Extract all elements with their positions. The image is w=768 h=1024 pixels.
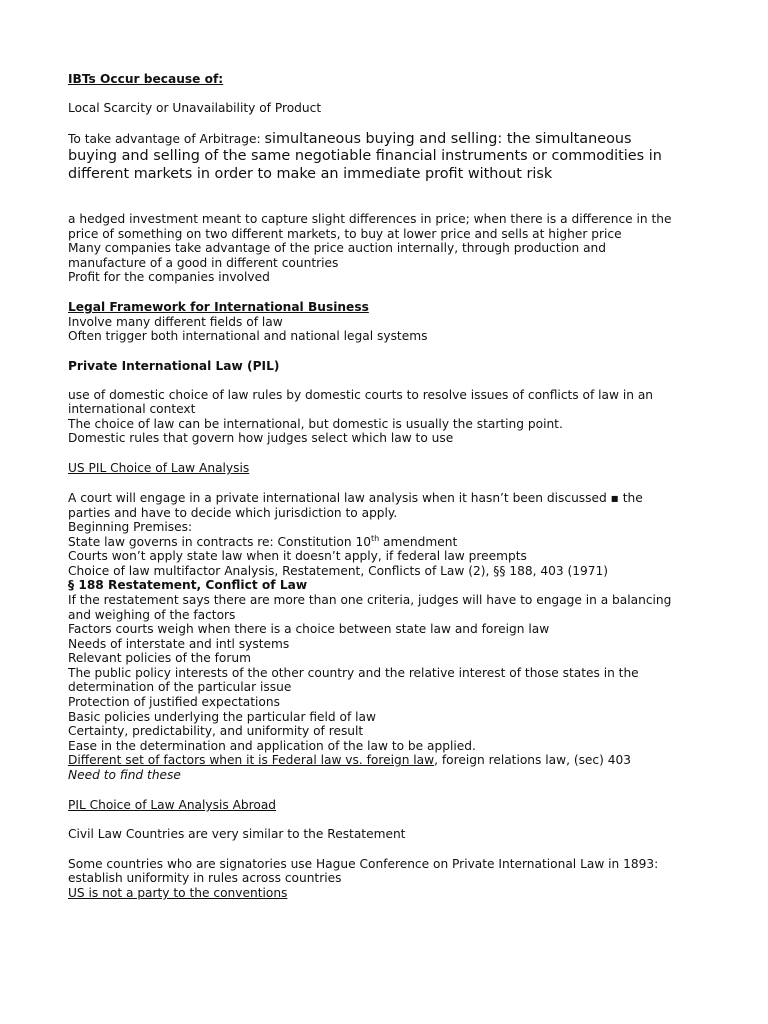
heading-us-pil: US PIL Choice of Law Analysis	[68, 461, 250, 475]
text-factors: Factors courts weigh when there is a choice between state law and foreign law	[68, 622, 550, 636]
text-scarcity: Local Scarcity or Unavailability of Product	[68, 101, 322, 115]
state-law-text: State law governs in contracts re: Constitution 10	[68, 535, 371, 549]
public-policy-line-1: The public policy interests of the other country and the relative interest of those states in the	[68, 666, 639, 680]
text-fields: Involve many different fields of law	[68, 315, 283, 329]
state-law-tail: amendment	[379, 535, 458, 549]
arbitrage-line-1	[68, 131, 632, 149]
different-factors-line	[68, 753, 631, 768]
companies-line-1: Many companies take advantage of the price auction internally, through production and	[68, 241, 606, 255]
heading-pil: Private International Law (PIL)	[68, 359, 280, 373]
ordinal-superscript: th	[370, 533, 380, 543]
text-certainty: Certainty, predictability, and uniformity of result	[68, 724, 364, 738]
text-courts-wont: Courts won’t apply state law when it doesn’t apply, if federal law preempts	[68, 549, 527, 563]
arbitrage-lead: To take advantage of Arbitrage:	[68, 132, 261, 146]
court-line-2: parties and have to decide which jurisdiction to apply.	[68, 506, 398, 520]
restatement-line-2: and weighing of the factors	[68, 608, 236, 622]
pil-use-line-1: use of domestic choice of law rules by domestic courts to resolve issues of conflicts of law in an	[68, 388, 654, 402]
text-choice: The choice of law can be international, but domestic is usually the starting point.	[68, 417, 563, 431]
text-ease: Ease in the determination and application of the law to be applied.	[68, 739, 476, 753]
heading-pil-abroad: PIL Choice of Law Analysis Abroad	[68, 798, 277, 812]
public-policy-line-2: determination of the particular issue	[68, 680, 292, 694]
different-factors-tail: , foreign relations law, (sec) 403	[434, 753, 632, 767]
text-need-to-find: Need to find these	[68, 768, 181, 782]
companies-line-2: manufacture of a good in different countries	[68, 256, 339, 270]
different-factors-underlined: Different set of factors when it is Federal law vs. foreign law	[68, 753, 435, 767]
text-trigger: Often trigger both international and national legal systems	[68, 329, 428, 343]
heading-sec-188: § 188 Restatement, Conflict of Law	[68, 578, 308, 592]
court-line-1: A court will engage in a private international law analysis when it hasn’t been discussed ▪ the	[68, 491, 643, 505]
heading-legal-framework: Legal Framework for International Business	[68, 300, 369, 314]
text-profit: Profit for the companies involved	[68, 270, 270, 284]
text-us-not-party: US is not a party to the conventions	[68, 886, 288, 900]
state-law-line	[68, 535, 457, 550]
hedge-line-1: a hedged investment meant to capture slight differences in price; when there is a difference in the	[68, 212, 672, 226]
restatement-line-1: If the restatement says there are more than one criteria, judges will have to engage in a balancing	[68, 593, 672, 607]
pil-use-line-2: international context	[68, 402, 196, 416]
text-multifactor: Choice of law multifactor Analysis, Restatement, Conflicts of Law (2), §§ 188, 403 (1971)	[68, 564, 608, 578]
heading-ibts: IBTs Occur because of:	[68, 72, 224, 86]
arbitrage-definition-2: buying and selling of the same negotiable financial instruments or commodities in	[68, 148, 662, 164]
text-policies: Relevant policies of the forum	[68, 651, 251, 665]
text-basic: Basic policies underlying the particular field of law	[68, 710, 376, 724]
text-needs: Needs of interstate and intl systems	[68, 637, 290, 651]
text-premises: Beginning Premises:	[68, 520, 193, 534]
text-civil-law: Civil Law Countries are very similar to the Restatement	[68, 827, 406, 841]
text-domestic: Domestic rules that govern how judges select which law to use	[68, 431, 454, 445]
hedge-line-2: price of something on two different markets, to buy at lower price and sells at higher price	[68, 227, 622, 241]
arbitrage-definition-3: different markets in order to make an immediate profit without risk	[68, 166, 553, 182]
arbitrage-definition-1: simultaneous buying and selling: the simultaneous	[264, 131, 632, 147]
text-protection: Protection of justified expectations	[68, 695, 280, 709]
hague-line-2: establish uniformity in rules across countries	[68, 871, 342, 885]
hague-line-1: Some countries who are signatories use Hague Conference on Private International Law in 1893:	[68, 857, 659, 871]
